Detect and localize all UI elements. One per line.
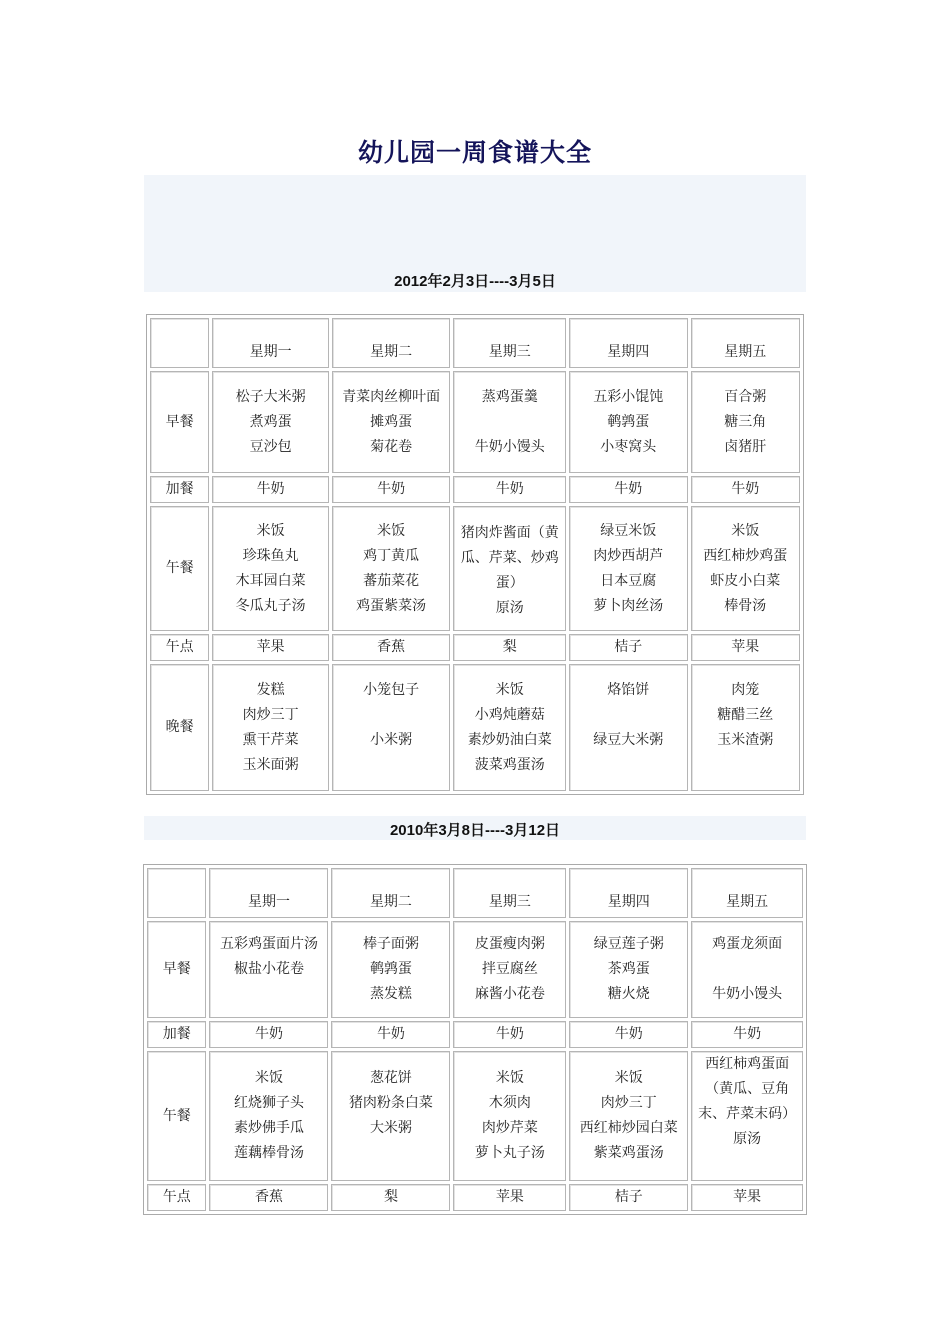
- dish: 鹌鹑蛋: [607, 413, 650, 430]
- dish: 猪肉粉条白菜: [348, 1095, 433, 1111]
- day-header: 星期三: [453, 318, 565, 368]
- dish: 小枣窝头: [600, 438, 657, 455]
- dish: 梨: [502, 639, 517, 655]
- dish: [692, 957, 802, 982]
- dish: 素炒佛手瓜: [233, 1120, 304, 1136]
- menu-cell: [453, 664, 565, 791]
- menu-cell: [691, 1184, 803, 1211]
- dish: 肉炒三丁: [242, 706, 299, 723]
- dish: 原汤: [733, 1131, 762, 1147]
- dish: 五彩小馄饨: [593, 388, 664, 405]
- menu-cell: [209, 1021, 328, 1048]
- menu-cell: [569, 634, 688, 661]
- dish: 葱花饼: [369, 1070, 412, 1086]
- dish: 苹果: [495, 1189, 524, 1205]
- menu-cell: [691, 664, 800, 791]
- week1-menu-table: [146, 314, 804, 795]
- days-header-row: [147, 868, 803, 918]
- dish: [333, 703, 450, 728]
- dish: 松子大米粥: [235, 388, 306, 405]
- dish: 红烧狮子头: [233, 1095, 304, 1111]
- dish: 糖三角: [724, 413, 767, 430]
- meal-row: [147, 1021, 803, 1048]
- meal-row: [150, 634, 800, 661]
- dish: 日本豆腐: [600, 572, 657, 589]
- dish: 珍珠鱼丸: [242, 547, 299, 564]
- meal-label: 午餐: [147, 1051, 206, 1181]
- dish: 糖火烧: [607, 986, 650, 1002]
- dish: 米饭: [495, 1070, 524, 1086]
- dish: 拌豆腐丝: [481, 961, 538, 977]
- dish: 青菜肉丝柳叶面: [342, 388, 441, 405]
- dish: 牛奶: [495, 1026, 524, 1042]
- dish: 牛奶: [731, 481, 760, 497]
- menu-cell: [691, 1051, 803, 1181]
- dish: 牛奶: [254, 1026, 283, 1042]
- dish: 米饭: [256, 522, 285, 539]
- day-header: 星期三: [453, 868, 566, 918]
- dish: 鹌鹑蛋: [369, 961, 412, 977]
- dish: [454, 410, 564, 435]
- dish: 鸡丁黄瓜: [363, 547, 420, 564]
- day-header: 星期五: [691, 868, 803, 918]
- dish: 苹果: [731, 639, 760, 655]
- meal-label: 午点: [147, 1184, 206, 1211]
- dish: 豆沙包: [249, 438, 292, 455]
- dish: 卤猪肝: [724, 438, 767, 455]
- meal-row: [150, 371, 800, 473]
- menu-cell: [332, 634, 451, 661]
- menu-cell: [209, 1184, 328, 1211]
- dish: [692, 753, 799, 778]
- meal-row: [150, 476, 800, 503]
- week2-menu-table: [143, 864, 807, 1215]
- menu-cell: [212, 634, 329, 661]
- menu-cell: [332, 476, 451, 503]
- dish: 大米粥: [369, 1120, 412, 1136]
- menu-cell: [212, 476, 329, 503]
- dish: 绿豆米饭: [600, 522, 657, 539]
- menu-cell: [453, 634, 565, 661]
- dish: 棒骨汤: [724, 597, 767, 614]
- menu-cell: [691, 371, 800, 473]
- dish: 苹果: [733, 1189, 762, 1205]
- corner-cell: [147, 868, 206, 918]
- dish: 牛奶: [377, 481, 406, 497]
- dish: 发糕: [256, 681, 285, 698]
- dish: 萝卜肉丝汤: [593, 597, 664, 614]
- week2-header-band: [144, 816, 806, 840]
- meal-row: [147, 1051, 803, 1181]
- day-header: 星期一: [209, 868, 328, 918]
- dish: 虾皮小白菜: [710, 572, 781, 589]
- menu-cell: [569, 1051, 688, 1181]
- dish: 木耳园白菜: [235, 572, 306, 589]
- dish: 摊鸡蛋: [370, 413, 413, 430]
- dish: 米饭: [377, 522, 406, 539]
- dish: 小笼包子: [363, 681, 420, 698]
- menu-cell: [569, 476, 688, 503]
- menu-cell: [453, 476, 565, 503]
- day-header: 星期五: [691, 318, 800, 368]
- dish: 牛奶: [614, 1026, 643, 1042]
- day-header: 星期二: [332, 318, 451, 368]
- dish: 绿豆大米粥: [593, 731, 664, 748]
- dish: [332, 1141, 449, 1166]
- dish: [570, 703, 687, 728]
- meal-row: [147, 921, 803, 1018]
- menu-cell: [691, 921, 803, 1018]
- dish: 烙馅饼: [607, 681, 650, 698]
- dish: 桔子: [614, 639, 643, 655]
- dish: 紫菜鸡蛋汤: [593, 1145, 664, 1161]
- menu-cell: [209, 921, 328, 1018]
- dish: 菊花卷: [370, 438, 413, 455]
- dish: 肉笼: [731, 681, 760, 698]
- menu-cell: [691, 1021, 803, 1048]
- menu-cell: [691, 634, 800, 661]
- menu-cell: [332, 506, 451, 631]
- menu-cell: [212, 506, 329, 631]
- week1-header-band: [144, 175, 806, 292]
- dish: 皮蛋瘦肉粥: [474, 936, 545, 952]
- dish: 熏干芹菜: [242, 731, 299, 748]
- dish: [210, 982, 327, 1007]
- menu-cell: [569, 1021, 688, 1048]
- day-header: 星期二: [331, 868, 450, 918]
- dish: 牛奶: [733, 1026, 762, 1042]
- meal-label: 早餐: [147, 921, 206, 1018]
- dish: 梨: [383, 1189, 398, 1205]
- dish: 肉炒西胡芦: [593, 547, 664, 564]
- dish: 米饭: [254, 1070, 283, 1086]
- menu-cell: [332, 371, 451, 473]
- week2-date-range: 2010年3月8日----3月12日: [389, 822, 561, 839]
- dish: 西红柿炒鸡蛋: [703, 547, 788, 564]
- meal-label: 午点: [150, 634, 209, 661]
- menu-cell: [212, 371, 329, 473]
- dish: 香蕉: [254, 1189, 283, 1205]
- menu-cell: [569, 371, 688, 473]
- dish: 小鸡炖蘑菇: [474, 706, 545, 723]
- dish: 桔子: [614, 1189, 643, 1205]
- page-title: 幼儿园一周食谱大全: [357, 138, 592, 167]
- dish: 肉炒芹菜: [481, 1120, 538, 1136]
- day-header: 星期四: [569, 318, 688, 368]
- menu-cell: [453, 506, 565, 631]
- dish: 米饭: [614, 1070, 643, 1086]
- menu-cell: [453, 1021, 566, 1048]
- dish: 蒸鸡蛋羹: [481, 388, 538, 405]
- dish: 西红柿炒园白菜: [579, 1120, 678, 1136]
- dish: 肉炒三丁: [600, 1095, 657, 1111]
- dish: 茶鸡蛋: [607, 961, 650, 977]
- dish: 素炒奶油白菜: [467, 731, 552, 748]
- dish: 绿豆莲子粥: [593, 936, 664, 952]
- day-header: 星期四: [569, 868, 688, 918]
- dish: 冬瓜丸子汤: [235, 597, 306, 614]
- menu-cell: [453, 921, 566, 1018]
- days-header-row: [150, 318, 800, 368]
- menu-cell: [332, 664, 451, 791]
- menu-cell: [331, 1184, 450, 1211]
- menu-cell: [212, 664, 329, 791]
- dish: 牛奶: [495, 481, 524, 497]
- meal-row: [150, 506, 800, 631]
- menu-cell: [453, 1051, 566, 1181]
- meal-label: 早餐: [150, 371, 209, 473]
- week1-date-range: 2012年2月3日----3月5日: [394, 273, 556, 290]
- dish: 鸡蛋龙须面: [712, 936, 783, 952]
- menu-cell: [331, 1021, 450, 1048]
- meal-label: 晚餐: [150, 664, 209, 791]
- dish: 牛奶: [614, 481, 643, 497]
- menu-cell: [569, 921, 688, 1018]
- dish: 木须肉: [488, 1095, 531, 1111]
- menu-cell: [209, 1051, 328, 1181]
- meal-label: 午餐: [150, 506, 209, 631]
- corner-cell: [150, 318, 209, 368]
- menu-cell: [331, 1051, 450, 1181]
- menu-cell: [691, 506, 800, 631]
- dish: 牛奶: [376, 1026, 405, 1042]
- dish: 小米粥: [370, 731, 413, 748]
- dish: 原汤: [495, 600, 524, 616]
- dish: 鸡蛋紫菜汤: [356, 597, 427, 614]
- menu-cell: [569, 1184, 688, 1211]
- dish: 苹果: [256, 639, 285, 655]
- dish: 煮鸡蛋: [249, 413, 292, 430]
- dish: 糖醋三丝: [717, 706, 774, 723]
- dish: 西红柿鸡蛋面（黄瓜、豆角末、芹菜末码）: [698, 1056, 797, 1122]
- dish: 莲藕棒骨汤: [233, 1145, 304, 1161]
- menu-cell: [691, 476, 800, 503]
- dish: 香蕉: [377, 639, 406, 655]
- dish: 菠菜鸡蛋汤: [474, 756, 545, 773]
- menu-cell: [453, 371, 565, 473]
- meal-row: [150, 664, 800, 791]
- dish: 椒盐小花卷: [233, 961, 304, 977]
- dish: 牛奶小馒头: [474, 438, 545, 455]
- dish: [333, 753, 450, 778]
- meal-label: 加餐: [147, 1021, 206, 1048]
- day-header: 星期一: [212, 318, 329, 368]
- dish: 蕃茄菜花: [363, 572, 420, 589]
- dish: 玉米面粥: [242, 756, 299, 773]
- dish: 麻酱小花卷: [474, 986, 545, 1002]
- meal-label: 加餐: [150, 476, 209, 503]
- dish: 米饭: [731, 522, 760, 539]
- menu-cell: [569, 664, 688, 791]
- meal-row: [147, 1184, 803, 1211]
- dish: 牛奶小馒头: [712, 986, 783, 1002]
- menu-cell: [569, 506, 688, 631]
- dish: 牛奶: [256, 481, 285, 497]
- dish: 棒子面粥: [362, 936, 419, 952]
- dish: 米饭: [495, 681, 524, 698]
- menu-cell: [453, 1184, 566, 1211]
- dish: [570, 753, 687, 778]
- dish: 五彩鸡蛋面片汤: [219, 936, 318, 952]
- dish: 蒸发糕: [369, 986, 412, 1002]
- dish: 猪肉炸酱面（黄瓜、芹菜、炒鸡蛋）: [460, 525, 559, 591]
- dish: 百合粥: [724, 388, 767, 405]
- menu-cell: [331, 921, 450, 1018]
- dish: 玉米渣粥: [717, 731, 774, 748]
- dish: 萝卜丸子汤: [474, 1145, 545, 1161]
